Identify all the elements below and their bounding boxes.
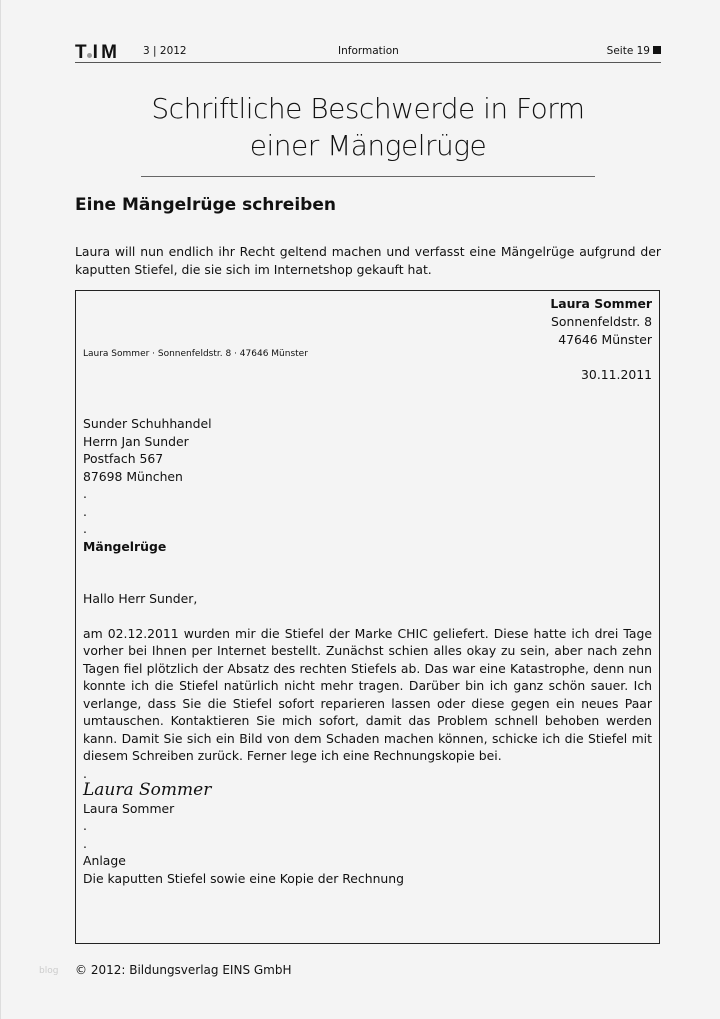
letter-text: am 02.12.2011 wurden mir die Stiefel der Marke CHIC geliefert. Diese hatte ich drei Tage vorher bei Ihnen per Internet bestellt. Zunächst schien alles okay zu sein, aber nach zehn Tagen fiel plötzlich der Absatz des rechten Stiefels ab. Das war eine Katastrophe, denn nun konnte ich die Stiefel natürlich nicht mehr tragen. Darüber bin ich ganz schön sauer. Ich verlange, dass Sie die Stiefel sofort reparieren lassen oder diese gegen ein neues Paar umtauschen. Kontaktieren Sie mich sofort, damit das Problem schnell behoben werden kann. Damit Sie sich ein Bild von dem Schaden machen können, schicke ich die Stiefel mit diesem Schreiben zurück. Ferner lege ich eine Rechnungskopie bei. bbox=[83, 625, 652, 763]
spacer-dot: . bbox=[83, 486, 87, 501]
attachment-label: Anlage bbox=[83, 853, 126, 868]
square-icon bbox=[653, 46, 661, 54]
spacer-dot: . bbox=[83, 503, 87, 519]
page-header bbox=[75, 42, 661, 63]
letter-subject: Mängelrüge bbox=[83, 538, 167, 554]
watermark: blog bbox=[39, 966, 59, 976]
recipient-line: Postfach 567 bbox=[83, 451, 164, 466]
sender-street: Sonnenfeldstr. 8 bbox=[551, 314, 652, 329]
sender-address bbox=[550, 295, 652, 349]
spacer-dot: . bbox=[83, 835, 87, 851]
issue-number: 3 | 2012 bbox=[143, 45, 187, 57]
section-label: Information bbox=[338, 45, 399, 57]
recipient-line: Herrn Jan Sunder bbox=[83, 433, 189, 449]
sender-name: Laura Sommer bbox=[550, 296, 652, 311]
page-number bbox=[607, 45, 661, 57]
title-line-1: Schriftliche Beschwerde in Form bbox=[151, 92, 585, 125]
page-number-text: Seite 19 bbox=[606, 45, 650, 57]
spacer-dot: . bbox=[83, 818, 87, 833]
letter-body bbox=[83, 415, 652, 887]
copyright-footer: © 2012: Bildungsverlag EINS GmbH bbox=[75, 963, 292, 977]
attachment-text: Die kaputten Stiefel sowie eine Kopie der Rechnung bbox=[83, 870, 404, 886]
greeting: Hallo Herr Sunder, bbox=[83, 591, 198, 606]
subtitle: Eine Mängelrüge schreiben bbox=[75, 195, 336, 215]
spacer-dot: . bbox=[83, 765, 87, 781]
title-line-2: einer Mängelrüge bbox=[249, 129, 487, 162]
divider bbox=[141, 176, 595, 177]
sender-line: Laura Sommer · Sonnenfeldstr. 8 · 47646 Münster bbox=[83, 349, 308, 359]
intro-text: Laura will nun endlich ihr Recht geltend machen und verfasst eine Mängelrüge aufgrund der kaputten Stiefel, die sie sich im Internetshop gekauft hat. bbox=[75, 244, 661, 277]
letter-date: 30.11.2011 bbox=[581, 367, 652, 382]
typed-name: Laura Sommer bbox=[83, 800, 175, 816]
spacer-dot: . bbox=[83, 521, 87, 536]
recipient-line: 87698 München bbox=[83, 468, 183, 484]
sender-city: 47646 Münster bbox=[558, 332, 652, 347]
tim-logo: T I M bbox=[75, 42, 116, 63]
letter-box bbox=[75, 290, 660, 944]
signature: Laura Sommer bbox=[83, 780, 212, 800]
recipient-line: Sunder Schuhhandel bbox=[83, 416, 212, 431]
page-title bbox=[75, 90, 661, 164]
